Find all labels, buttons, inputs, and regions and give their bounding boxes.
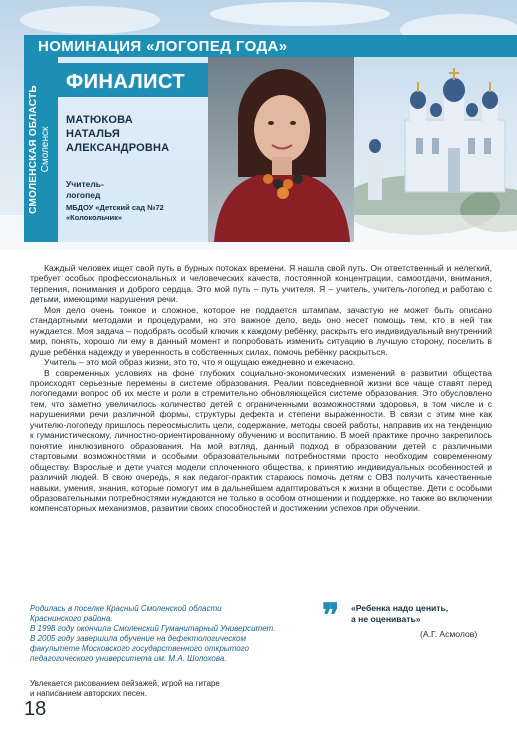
bio-line: педагогического университета им. М.А. Шолохова. (30, 654, 227, 663)
finalist-status: ФИНАЛИСТ (66, 71, 186, 93)
hobby-line: Увлекается рисованием пейзажей, игрой на гитаре (30, 679, 220, 688)
participant-patronymic: АЛЕКСАНДРОВНА (66, 142, 170, 154)
organization-line: «Колокольчик» (66, 213, 123, 222)
portrait-illustration (208, 57, 354, 242)
finalist-info-panel (58, 57, 208, 242)
region-name: СМОЛЕНСКАЯ ОБЛАСТЬ (28, 85, 39, 214)
participant-surname: МАТЮКОВА (66, 114, 133, 126)
bio-line: В 2005 году завершила обучение на дефектологическом (30, 634, 246, 643)
city-name: Смоленск (40, 126, 51, 173)
nomination-title: НОМИНАЦИЯ «ЛОГОПЕД ГОДА» (38, 38, 288, 55)
article-paragraph: В современных условиях на фоне глубоких социально-экономических изменений в развитии общества происходят серьезные перемены в системе образования. Реалии повседневной жизни все чаще ставят перед логопедами вопрос об их месте и роли в стремительно обновляющейся системе образования. Это обусловлено тем, что заметно увеличилось количество детей с ограниченными возможностями здоровья, в том числе и с нарушениями речи различной формы, структуры дефекта и степени выраженности. В связи с этим мне как учителю-логопеду пришлось переосмыслить цели, содержание, методы своей работы, направив их на тенденцию к гуманистическому, личностно-ориентированному обучению и воспитанию. В моей практике прочно закрепилось понятие инклюзивного образования. На мой взгляд, данный подход в образовании детей с различными стартовыми возможностями и особыми образовательными потребностями просто необходим современному обществу. Взрослые и дети учатся модели сплоченного общества, к принятию индивидуальных особенностей и различий людей. В свою очередь, я как педагог-практик стараюсь помочь детям с ОВЗ получить качественные навыки, умения, знания, которые помогут им в дальнейшем адаптироваться к жизни в обществе. Дети с особыми образовательными потребностями нуждаются не только в особом отношении и поддержке, но также во включении компенсаторных механизмов, развитии своих способностей и достижении успехов при обучении. (30, 367, 492, 514)
participant-position (66, 179, 104, 201)
quote-line: «Ребенка надо ценить, (351, 603, 449, 613)
bio-line: факультете Московского государственного открытого (30, 644, 249, 653)
bio-line: Краснинского района. (30, 614, 113, 623)
participant-organization (66, 203, 206, 223)
hobby-line: и написанием авторских песен. (30, 689, 147, 698)
position-line: Учитель- (66, 179, 104, 189)
nomination-title-bar (24, 35, 517, 57)
position-line: логопед (66, 190, 101, 200)
participant-portrait (208, 57, 354, 242)
organization-line: МБДОУ «Детский сад №72 (66, 203, 164, 212)
article-body (30, 263, 492, 514)
quote-line: а не оценивать» (351, 614, 421, 624)
bio-line: Родилась в поселке Красный Смоленской области (30, 604, 222, 613)
bio-line: В 1998 году окончила Смоленский Гуманитарный Университет. (30, 624, 276, 633)
participant-first-name: НАТАЛЬЯ (66, 128, 120, 140)
region-side-strip (24, 57, 58, 242)
quote-mark-icon: ❞ (322, 596, 340, 634)
hobby-block (30, 679, 300, 699)
biography-block (30, 604, 320, 664)
quote-text (351, 603, 501, 625)
article-paragraph: Моя дело очень тонкое и сложное, которое не поддается штампам, зачастую не может быть описано стандартными методами и процедурами, но это важное дело, ведь оно несет помощь тем, кто в ней так нуждается. Моя задача – подобрать особый ключик к каждому ребёнку, раскрыть его индивидуальный внутренний мир, понять, хорошо ли ему в данный момент и попробовать изменить ситуацию в лучшую сторону, поселить в душе ребёнка надежду и уверенность в собственных силах, помочь ребёнку раскрыться. (30, 304, 492, 357)
page-number: 18 (24, 698, 47, 720)
participant-name (66, 113, 169, 155)
quote-author: (А.Г. Асмолов) (420, 629, 478, 639)
article-paragraph: Учитель – это мой образ жизни, это то, что я ощущаю ежедневно и ежечасно. (44, 357, 356, 368)
region-label (24, 57, 58, 242)
article-paragraph: Каждый человек ищет свой путь в бурных потоках времени. Я нашла свой путь. Он ответственный и нелегкий, требует особых профессиональных и человеческих качеств, постоянной концентрации, самоотдачи, внимания, терпения, понимания и доброго сердца. Это мой путь – путь учителя. Я – учитель, учитель-логопед и работаю с детьми, имеющими нарушения речи. (30, 263, 492, 305)
